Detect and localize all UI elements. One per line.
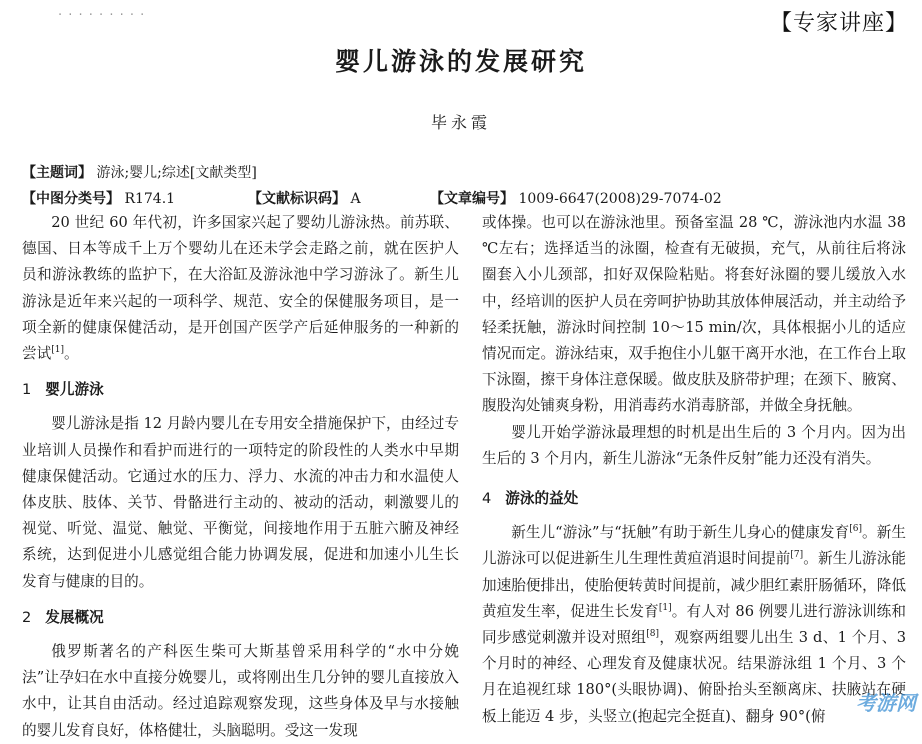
article-title: 婴儿游泳的发展研究 xyxy=(334,47,587,76)
clc-label: 【中图分类号】 xyxy=(22,191,120,207)
article-no-label: 【文章编号】 xyxy=(430,191,514,207)
timing-paragraph: 婴儿开始学游泳最理想的时机是出生后的 3 个月内。因为出生后的 3 个月内，新生儿游泳“无条件反射”能力还没有消失。 xyxy=(482,423,906,467)
section-title: 发展概况 xyxy=(45,608,104,626)
section-number: 2 xyxy=(22,608,32,626)
intro-paragraph: 20 世纪 60 年代初，许多国家兴起了婴幼儿游泳热。前苏联、德国、日本等成千上万个婴幼儿在还未学会走路之前，就在医护人员和游泳教练的监护下，在大浴缸及游泳池中学习游泳了。新生儿游泳是近年来兴起的一项科学、规范、安全的保健服务项目，是一项全新的健康保健活动，是开创国产医学产后延伸服务的一种新的尝试[1]。 xyxy=(22,214,459,363)
section-paragraph: 俄罗斯著名的产科医生柴可大斯基曾采用科学的“水中分娩法”让孕妇在水中直接分娩婴儿，或将刚出生几分钟的婴儿直接放入水中，让其自由活动。经过追踪观察发现，这些身体及早与水接触的婴儿发育良好，体格健壮，头脑聪明。受这一发现 xyxy=(22,643,459,739)
clc-line xyxy=(22,188,175,208)
left-column xyxy=(22,210,459,744)
section-heading xyxy=(22,377,459,403)
citation: [1] xyxy=(658,602,672,613)
section-heading xyxy=(22,605,459,631)
section-title: 游泳的益处 xyxy=(505,490,579,508)
doc-code-label: 【文献标识码】 xyxy=(248,191,346,207)
section-title: 婴儿游泳 xyxy=(45,381,104,399)
site-watermark-logo: 考游网 xyxy=(856,691,916,715)
citation: [7] xyxy=(790,550,804,561)
doc-code-value: A xyxy=(350,191,361,207)
keywords-label: 【主题词】 xyxy=(22,165,92,181)
column-tag: 【专家讲座】 xyxy=(769,11,908,36)
section-number: 4 xyxy=(482,490,492,508)
clc-value: R174.1 xyxy=(124,191,176,207)
article-no-line xyxy=(430,188,722,208)
citation: [1] xyxy=(51,345,64,356)
running-head: · · · · · · · · · xyxy=(58,8,146,23)
section-number: 1 xyxy=(22,381,32,399)
section-paragraph: 婴儿游泳是指 12 月龄内婴儿在专用安全措施保护下，由经过专业培训人员操作和看护而进行的一项特定的阶段性的人类水中早期健康保健活动。它通过水的压力、浮力、水流的冲击力和水温使人体皮肤、肢体、关节、骨骼进行主动的、被动的活动，刺激婴儿的视觉、听觉、温觉、触觉、平衡觉，间接地作用于五脏六腑及神经系统，达到促进小儿感觉组合能力协调发展，促进和加速小儿生长发育与健康的目的。 xyxy=(22,415,459,590)
citation: [6] xyxy=(849,524,862,535)
keywords-value: 游泳;婴儿;综述[文献类型] xyxy=(96,165,257,181)
citation: [8] xyxy=(646,629,660,640)
article-author: 毕永霞 xyxy=(430,113,491,132)
keywords-line xyxy=(22,162,257,182)
article-no-value: 1009-6647(2008)29-7074-02 xyxy=(518,191,722,207)
continued-paragraph: 或体操。也可以在游泳池里。预备室温 28 ℃，游泳池内水温 38 ℃左右；选择适当的泳圈，检查有无破损，充气，从前往后将泳圈套入小儿颈部，扣好双保险粘贴。将套好泳圈的婴儿缓放入水中，经培训的医护人员在旁呵护协助其放体伸展活动，并主动给予轻柔抚触，游泳时间控制 10～15 min/次，具体根据小儿的适应情况而定。游泳结束，双手抱住小儿躯干离开水池，在工作台上取下泳圈，擦干身体注意保暖。做皮肤及脐带护理；在颈下、腋窝、腹股沟处铺爽身粉，用消毒药水消毒脐部，并做全身抚触。 xyxy=(482,214,906,415)
right-column xyxy=(482,210,906,730)
section-heading xyxy=(482,486,906,512)
benefits-paragraph: 新生儿“游泳”与“抚触”有助于新生儿身心的健康发育[6]。新生儿游泳可以促进新生儿生理性黄疸消退时间提前[7]。新生儿游泳能加速胎便排出，使胎便转黄时间提前，减少胆红素肝肠循环，降低黄疸发生率，促进生长发育[1]。有人对 86 例婴儿进行游泳训练和同步感觉刺激并设对照组[8]，观察两组婴儿出生 3 d、1 个月、3 个月时的神经、心理发育及健康状况。结果游泳组 1 个月、3 个月在追视红球 180°(头眼协调)、俯卧抬头至额离床、扶腋站在硬板上能迈 4 步，头竖立(抱起完全挺直)、翻身 90°(俯 xyxy=(482,524,906,725)
doc-code-line xyxy=(248,188,361,208)
